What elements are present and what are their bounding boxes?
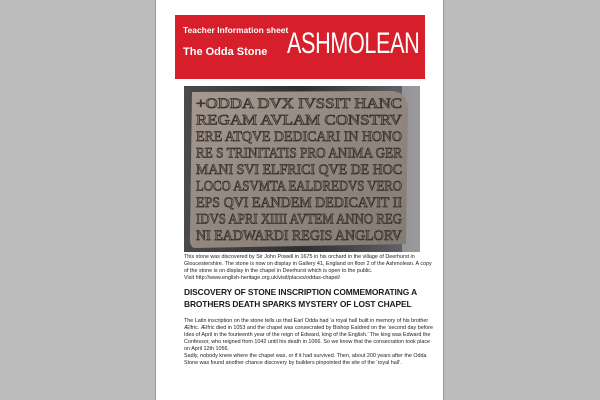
inscription-line: ERE ATQVE DEDICARI IN HONO	[196, 129, 403, 145]
ashmolean-logo: ASHMOLEAN	[287, 27, 420, 60]
inscription-line: MANI SVI ELFRICI QVE DE HOC	[196, 162, 402, 178]
banner-subtitle: Teacher Information sheet	[183, 25, 289, 35]
article-headline: DISCOVERY OF STONE INSCRIPTION COMMEMORATING A BROTHERS DEATH SPARKS MYSTERY OF LOST CHAPEL	[184, 287, 417, 309]
inscription-line: REGAM AVLAM CONSTRV	[196, 112, 403, 129]
inscription-line: +ODDA DVX IVSSIT HANC	[196, 96, 402, 112]
article-body	[184, 318, 434, 367]
inscription-line: NI EADWARDI REGIS ANGLORV	[196, 228, 403, 244]
banner-title: The Odda Stone	[183, 46, 268, 58]
body-paragraph: The Latin inscription on the stone tells us that Earl Odda had ‘a royal hall built in memory of his brother Ælfric. Ælfric died in 1053 and the chapel was consecrated by Bishop Ealdred on the ‘second day before Ides of April in the fourteenth year of the reign of Edward, king of the English.’ The king was Edward the Confessor, who reigned from 1042 until his death in 1066. So we know that the consecration took place on April 12th 1056.	[184, 318, 434, 352]
stone-image	[184, 86, 420, 252]
inscription-line: IDVS APRI XIIII AVTEM ANNO REG	[196, 211, 403, 228]
inscription-text	[196, 96, 402, 244]
body-paragraph: Sadly, nobody knew where the chapel was, or if it had survived. Then, about 200 years after the Odda Stone was found another chance discovery by builders pinpointed the site of the ‘royal hall’.	[184, 353, 427, 366]
inscription-line: RE S TRINITATIS PRO ANIMA GER	[196, 145, 402, 162]
caption-text: This stone was discovered by Sir John Powell in 1675 in his orchard in the village of Deerhurst in Gloucestershire. The stone is now on display in Gallery 41, England on floor 2 of the Ashmolean. A copy of the stone is on display in the chapel in Deerhurst which is open to the public.	[184, 254, 432, 274]
inscription-line: EPS QVI EANDEM DEDICAVIT II	[196, 195, 402, 211]
caption-link[interactable]: Visit http://www.english-heritage.org.uk/visit/places/oddas-chapel/	[184, 275, 341, 281]
header-banner	[175, 15, 425, 79]
odda-stone-photo	[184, 86, 420, 252]
photo-caption	[184, 254, 434, 282]
inscription-line: LOCO ASVMTA EALDREDVS VERO	[196, 178, 403, 195]
document-page	[156, 0, 443, 400]
